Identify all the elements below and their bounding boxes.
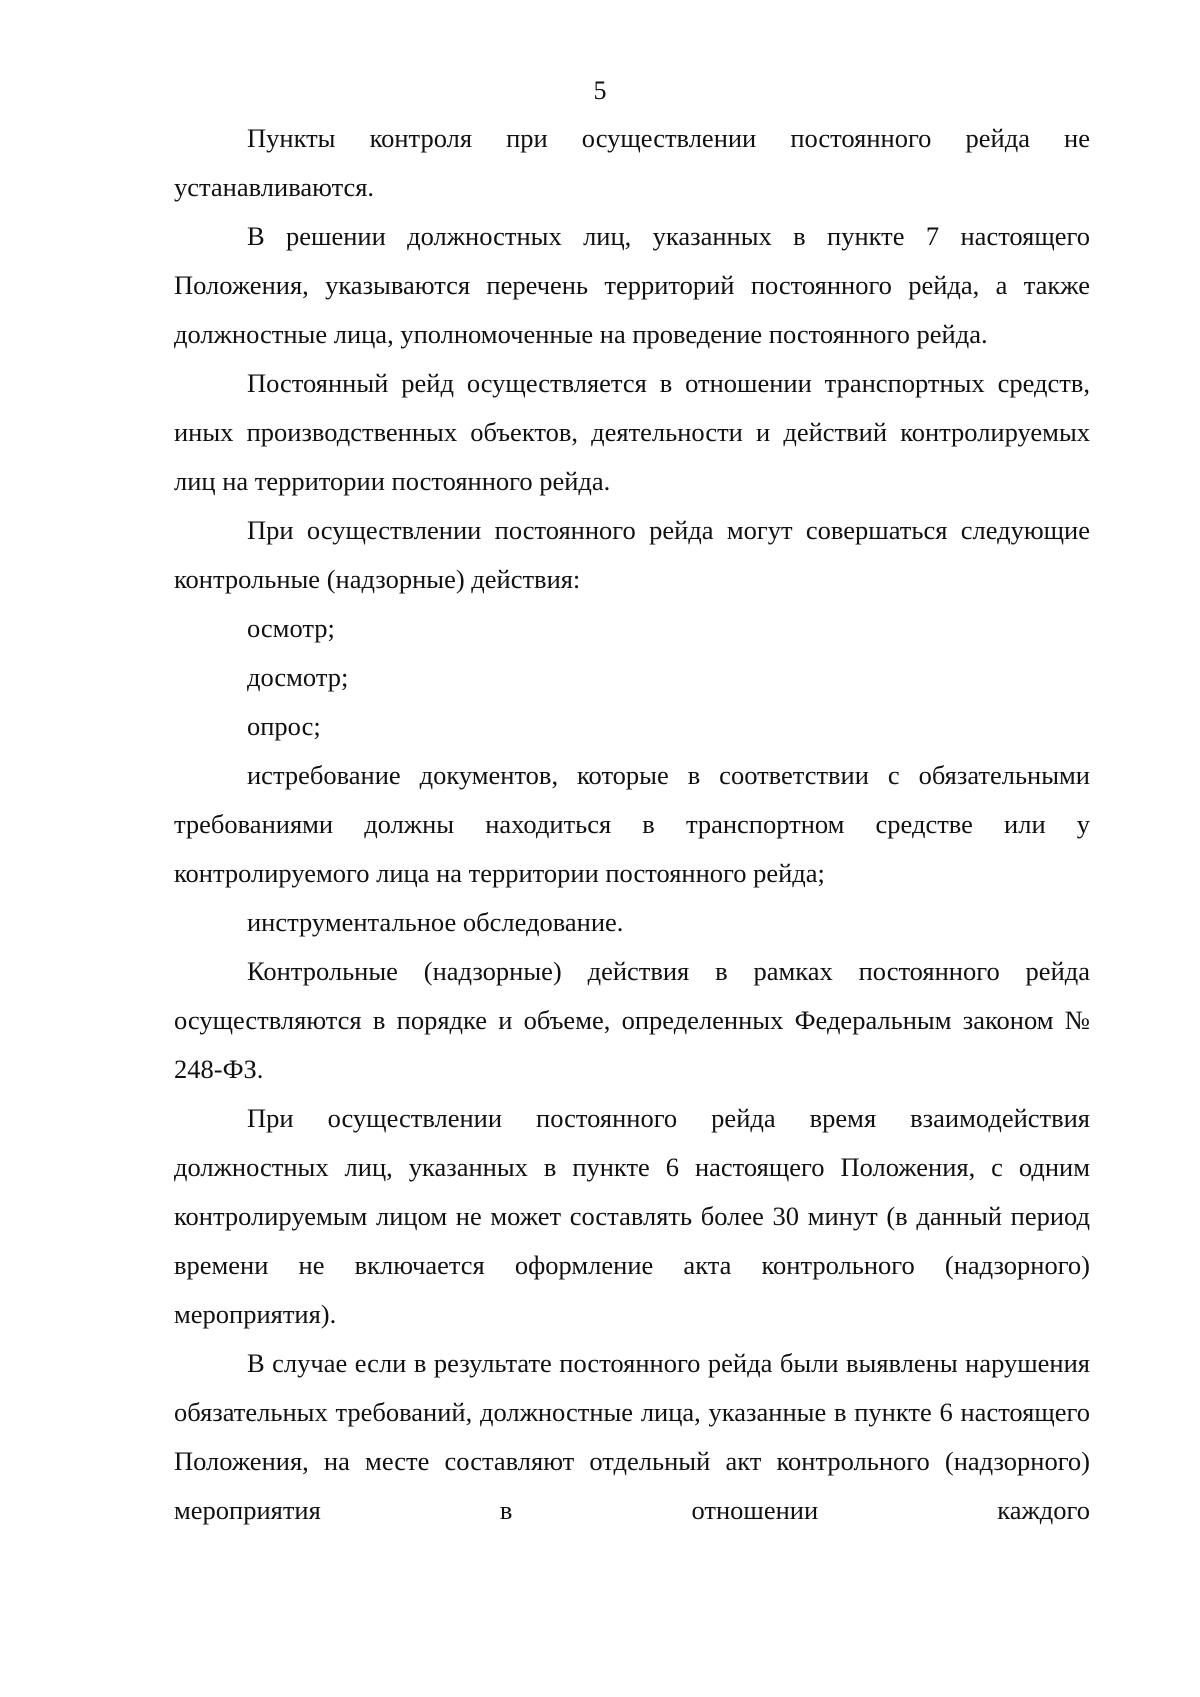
- list-item-survey: опрос;: [247, 711, 321, 741]
- list-item-examination: досмотр;: [247, 662, 349, 692]
- paragraph-procedure: Контрольные (надзорные) действия в рамках постоянного рейда осуществляются в порядке и объеме, определенных Федеральным законом № 248-ФЗ.: [174, 956, 1090, 1084]
- list-item-document-request: истребование документов, которые в соответствии с обязательными требованиями должны находиться в транспортном средстве или у контролируемого лица на территории постоянного рейда;: [174, 760, 1090, 888]
- paragraph-interaction-time: При осуществлении постоянного рейда время взаимодействия должностных лиц, указанных в пункте 6 настоящего Положения, с одним контролируемым лицом не может составлять более 30 минут (в данный период времени не включается оформление акта контрольного (надзорного) мероприятия).: [174, 1103, 1090, 1329]
- paragraph-control-actions-intro: При осуществлении постоянного рейда могут совершаться следующие контрольные (надзорные) действия:: [174, 515, 1090, 594]
- list-item-instrumental-survey: инструментальное обследование.: [247, 907, 624, 937]
- paragraph-violations: В случае если в результате постоянного рейда были выявлены нарушения обязательных требований, должностные лица, указанные в пункте 6 настоящего Положения, на месте составляют отдельный акт контрольного (надзорного) мероприятия в отношении каждого: [174, 1348, 1090, 1525]
- document-body: [174, 114, 1090, 1535]
- page-number: 5: [593, 76, 607, 105]
- paragraph-raid-scope: Постоянный рейд осуществляется в отношении транспортных средств, иных производственных объектов, деятельности и действий контролируемых лиц на территории постоянного рейда.: [174, 368, 1090, 496]
- paragraph-officials-decision: В решении должностных лиц, указанных в пункте 7 настоящего Положения, указываются перечень территорий постоянного рейда, а также должностные лица, уполномоченные на проведение постоянного рейда.: [174, 221, 1090, 349]
- list-item-inspection: осмотр;: [247, 613, 335, 643]
- paragraph-control-points: Пункты контроля при осуществлении постоянного рейда не устанавливаются.: [174, 123, 1090, 202]
